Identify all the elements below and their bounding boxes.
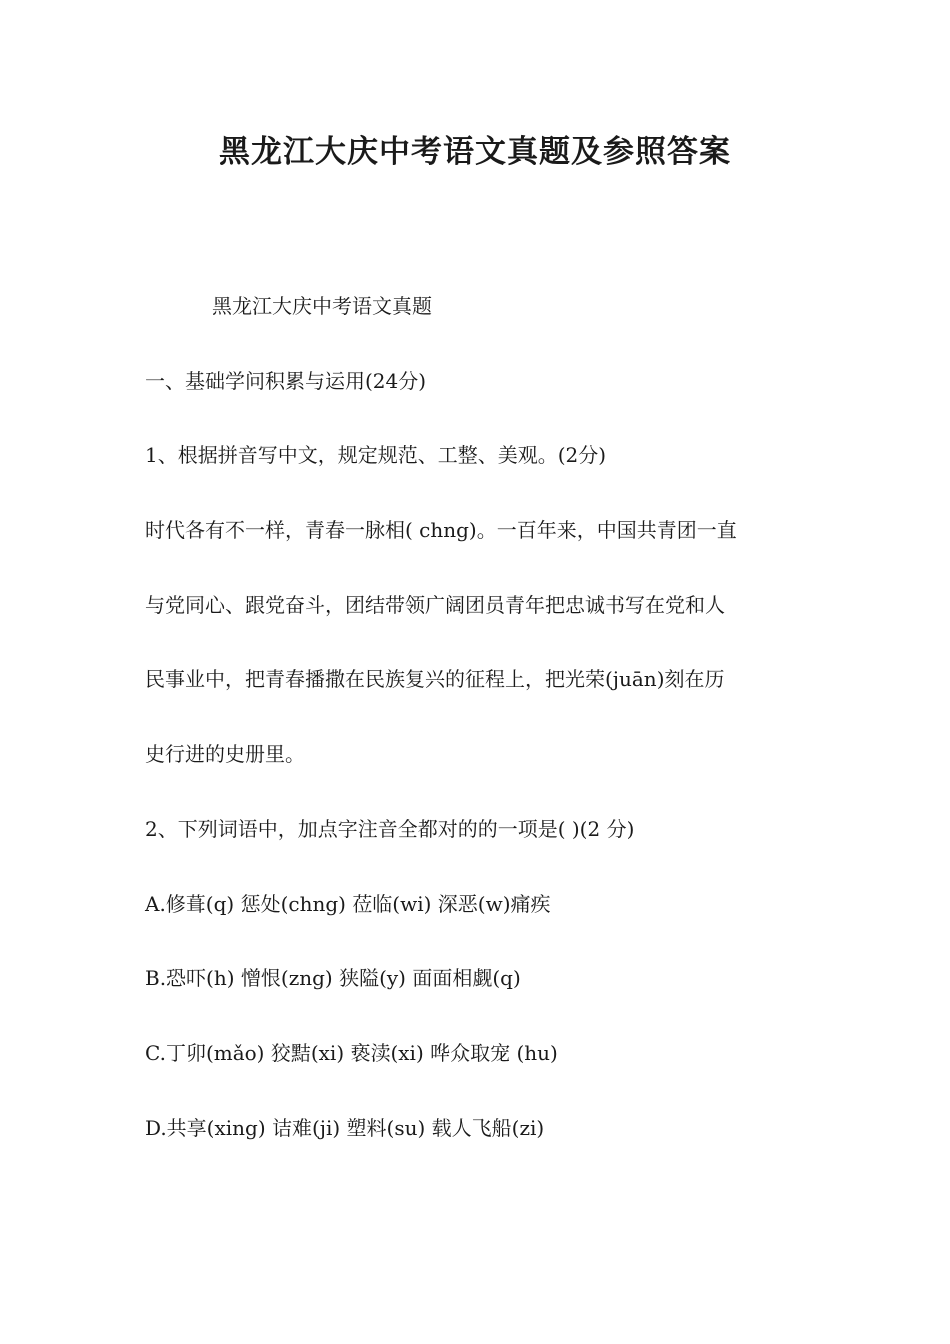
- page-title: 黑龙江大庆中考语文真题及参照答案: [219, 134, 731, 170]
- option-a: A.修葺(q) 惩处(chng) 莅临(wi) 深恶(w)痛疾: [145, 892, 551, 916]
- option-d: D.共享(xing) 诘难(ji) 塑料(su) 载人飞船(zi): [145, 1116, 545, 1140]
- section-heading: 一、基础学问积累与运用(24分): [145, 369, 427, 393]
- question-2-prompt: 2、下列词语中，加点字注音全都对的的一项是( )(2 分): [145, 817, 635, 841]
- option-c: C.丁卯(mǎo) 狡黠(xi) 亵渎(xi) 哗众取宠 (hu): [145, 1041, 558, 1065]
- option-b: B.恐吓(h) 憎恨(zng) 狭隘(y) 面面相觑(q): [145, 966, 521, 990]
- passage-line: 与党同心、跟党奋斗，团结带领广阔团员青年把忠诚书写在党和人: [145, 593, 725, 617]
- passage-line: 史行进的史册里。: [145, 742, 305, 766]
- passage-line: 民事业中，把青春播撒在民族复兴的征程上，把光荣(juān)刻在历: [145, 667, 725, 691]
- question-1-prompt: 1、根据拼音写中文，规定规范、工整、美观。(2分): [145, 443, 607, 467]
- passage-line: 时代各有不一样，青春一脉相( chng)。一百年来，中国共青团一直: [145, 518, 737, 542]
- document-subtitle: 黑龙江大庆中考语文真题: [212, 294, 432, 318]
